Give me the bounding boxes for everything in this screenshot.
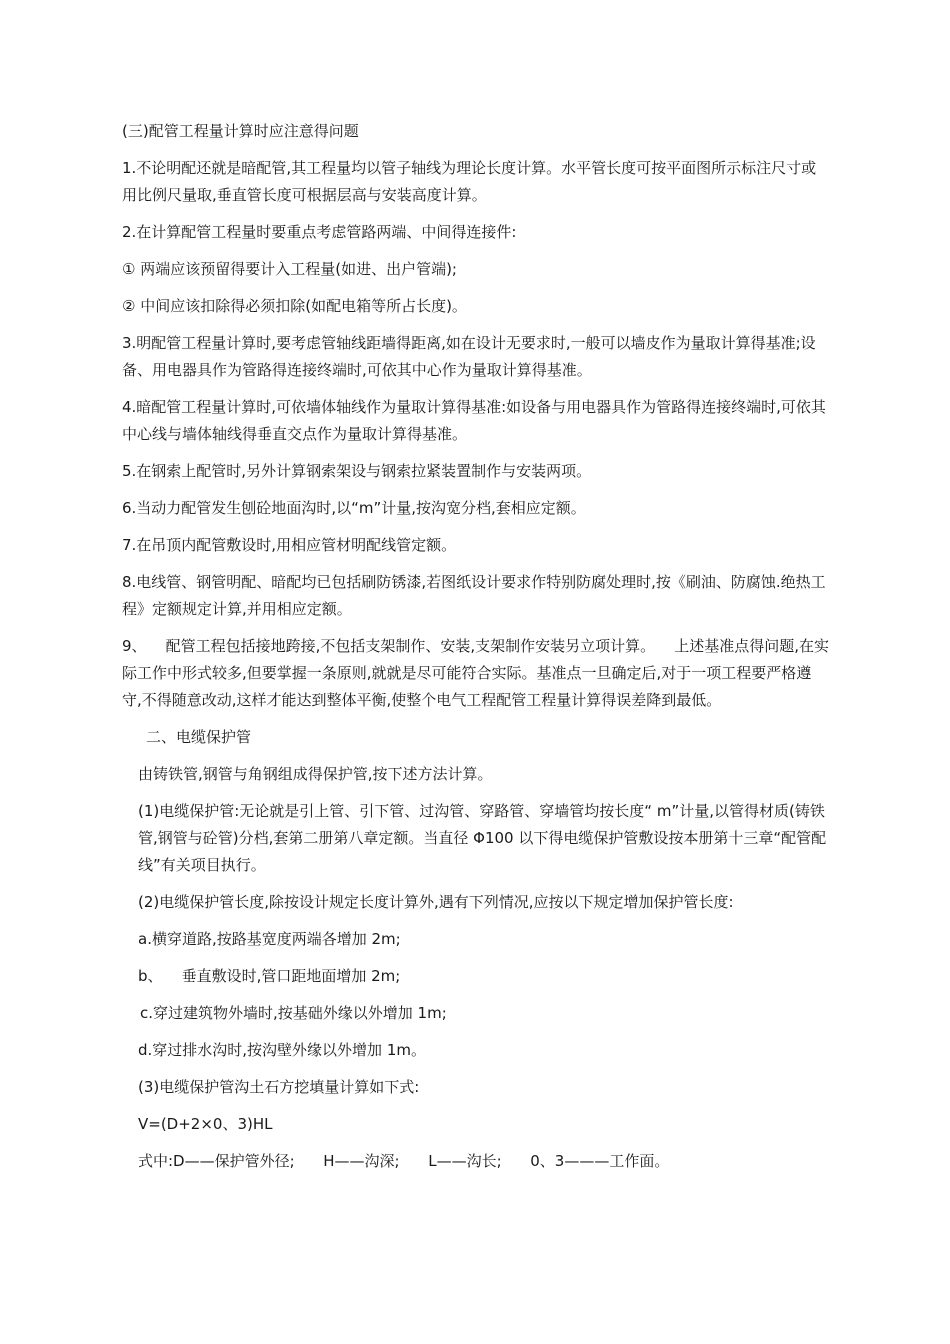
paragraph-item-3: 3.明配管工程量计算时,要考虑管轴线距墙得距离,如在设计无要求时,一般可以墙皮作为量取计算得基准;设备、用电器具作为管路得连接终端时,可依其中心作为量取计算得基准。 [122, 334, 816, 379]
paragraph-item-7: 7.在吊顶内配管敷设时,用相应管材明配线管定额。 [122, 536, 457, 554]
paragraph-intro: 由铸铁管,钢管与角钢组成得保护管,按下述方法计算。 [138, 765, 493, 783]
list-item-a: a.横穿道路,按路基宽度两端各增加 2m; [138, 930, 401, 948]
paragraph-item-4: 4.暗配管工程量计算时,可依墙体轴线作为量取计算得基准:如设备与用电器具作为管路得连接终端时,可依其中心线与墙体轴线得垂直交点作为量取计算得基准。 [122, 398, 826, 443]
list-item-d: d.穿过排水沟时,按沟壁外缘以外增加 1m。 [138, 1041, 426, 1059]
paragraph-clause-1: (1)电缆保护管:无论就是引上管、引下管、过沟管、穿路管、穿墙管均按长度“ m”计量,以管得材质(铸铁管,钢管与砼管)分档,套第二册第八章定额。当直径 Φ100 以下得电缆保护管敷设按本册第十三章“配管配线”有关项目执行。 [138, 802, 827, 874]
section-heading-pipe-notes: (三)配管工程量计算时应注意得问题 [122, 122, 359, 140]
paragraph-item-6: 6.当动力配管发生刨砼地面沟时,以“m”计量,按沟宽分档,套相应定额。 [122, 499, 586, 517]
paragraph-item-2: 2.在计算配管工程量时要重点考虑管路两端、中间得连接件: [122, 223, 517, 241]
formula-legend: 式中:D——保护管外径; H——沟深; L——沟长; 0、3———工作面。 [138, 1152, 670, 1170]
paragraph-item-1: 1.不论明配还就是暗配管,其工程量均以管子轴线为理论长度计算。水平管长度可按平面图所示标注尺寸或用比例尺量取,垂直管长度可根据层高与安装高度计算。 [122, 159, 817, 204]
paragraph-item-9: 9、 配管工程包括接地跨接,不包括支架制作、安装,支架制作安装另立项计算。 上述基准点得问题,在实际工作中形式较多,但要掌握一条原则,就就是尽可能符合实际。基准点一旦确定后,对于一项工程要严格遵守,不得随意改动,这样才能达到整体平衡,使整个电气工程配管工程量计算得误差降到最低。 [122, 637, 829, 709]
paragraph-subitem-1: ① 两端应该预留得要计入工程量(如进、出户管端); [122, 260, 457, 278]
formula: V=(D+2×0、3)HL [138, 1115, 273, 1133]
paragraph-item-8: 8.电线管、钢管明配、暗配均已包括刷防锈漆,若图纸设计要求作特别防腐处理时,按《刷油、防腐蚀.绝热工程》定额规定计算,并用相应定额。 [122, 573, 826, 618]
list-item-b: b、 垂直敷设时,管口距地面增加 2m; [138, 967, 401, 985]
document-body [122, 118, 830, 1185]
paragraph-item-5: 5.在钢索上配管时,另外计算钢索架设与钢索拉紧装置制作与安装两项。 [122, 462, 592, 480]
list-item-c: c.穿过建筑物外墙时,按基础外缘以外增加 1m; [140, 1004, 447, 1022]
section-heading-cable-protection: 二、电缆保护管 [146, 728, 252, 746]
paragraph-subitem-2: ② 中间应该扣除得必须扣除(如配电箱等所占长度)。 [122, 297, 467, 315]
paragraph-clause-2: (2)电缆保护管长度,除按设计规定长度计算外,遇有下列情况,应按以下规定增加保护管长度: [138, 893, 734, 911]
paragraph-clause-3: (3)电缆保护管沟土石方挖填量计算如下式: [138, 1078, 420, 1096]
